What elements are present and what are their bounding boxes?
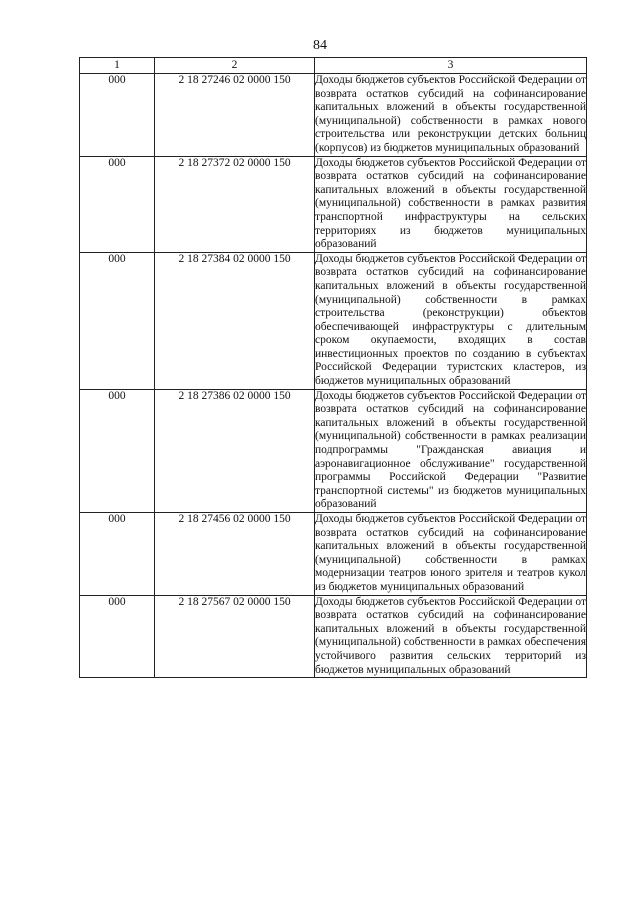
admin-code-cell: 000 — [80, 74, 155, 157]
table-row — [80, 252, 587, 389]
revenue-name-cell: Доходы бюджетов субъектов Российской Федерации от возврата остатков субсидий на софинансирование капитальных вложений в объекты государственной (муниципальной) собственности в рамках нового строительства или реконструкции детских больниц (корпусов) из бюджетов муниципальных образований — [315, 74, 587, 157]
kbk-code-cell: 2 18 27384 02 0000 150 — [155, 252, 315, 389]
admin-code-cell: 000 — [80, 513, 155, 596]
kbk-code-cell: 2 18 27246 02 0000 150 — [155, 74, 315, 157]
kbk-code-cell: 2 18 27372 02 0000 150 — [155, 156, 315, 252]
kbk-code-cell: 2 18 27456 02 0000 150 — [155, 513, 315, 596]
revenue-name-cell: Доходы бюджетов субъектов Российской Федерации от возврата остатков субсидий на софинансирование капитальных вложений в объекты государственной (муниципальной) собственности в рамках развития транспортной инфраструктуры на сельских территориях из бюджетов муниципальных образований — [315, 156, 587, 252]
revenue-classification-table — [79, 57, 587, 678]
kbk-code-cell: 2 18 27386 02 0000 150 — [155, 389, 315, 512]
revenue-name-cell: Доходы бюджетов субъектов Российской Федерации от возврата остатков субсидий на софинансирование капитальных вложений в объекты государственной (муниципальной) собственности в рамках реализации подпрограммы "Гражданская авиация и аэронавигационное обслуживание" государственной программы Российской Федерации "Развитие транспортной системы" из бюджетов муниципальных образований — [315, 389, 587, 512]
admin-code-cell: 000 — [80, 252, 155, 389]
table-row — [80, 595, 587, 678]
revenue-name-cell: Доходы бюджетов субъектов Российской Федерации от возврата остатков субсидий на софинансирование капитальных вложений в объекты государственной (муниципальной) собственности в рамках обеспечения устойчивого развития сельских территорий из бюджетов муниципальных образований — [315, 595, 587, 678]
table-row — [80, 156, 587, 252]
column-number-2: 2 — [155, 58, 315, 74]
column-number-3: 3 — [315, 58, 587, 74]
revenue-name-cell: Доходы бюджетов субъектов Российской Федерации от возврата остатков субсидий на софинансирование капитальных вложений в объекты государственной (муниципальной) собственности в рамках модернизации театров юного зрителя и театров кукол из бюджетов муниципальных образований — [315, 513, 587, 596]
column-numbers-row — [80, 58, 587, 74]
admin-code-cell: 000 — [80, 156, 155, 252]
revenue-name-cell: Доходы бюджетов субъектов Российской Федерации от возврата остатков субсидий на софинансирование капитальных вложений в объекты государственной (муниципальной) собственности в рамках строительства (реконструкции) объектов обеспечивающей инфраструктуры с длительным сроком окупаемости, входящих в состав инвестиционных проектов по созданию в субъектах Российской Федерации туристских кластеров, из бюджетов муниципальных образований — [315, 252, 587, 389]
kbk-code-cell: 2 18 27567 02 0000 150 — [155, 595, 315, 678]
admin-code-cell: 000 — [80, 595, 155, 678]
table-row — [80, 389, 587, 512]
table-row — [80, 74, 587, 157]
page-number: 84 — [313, 38, 327, 53]
column-number-1: 1 — [80, 58, 155, 74]
admin-code-cell: 000 — [80, 389, 155, 512]
table-row — [80, 513, 587, 596]
